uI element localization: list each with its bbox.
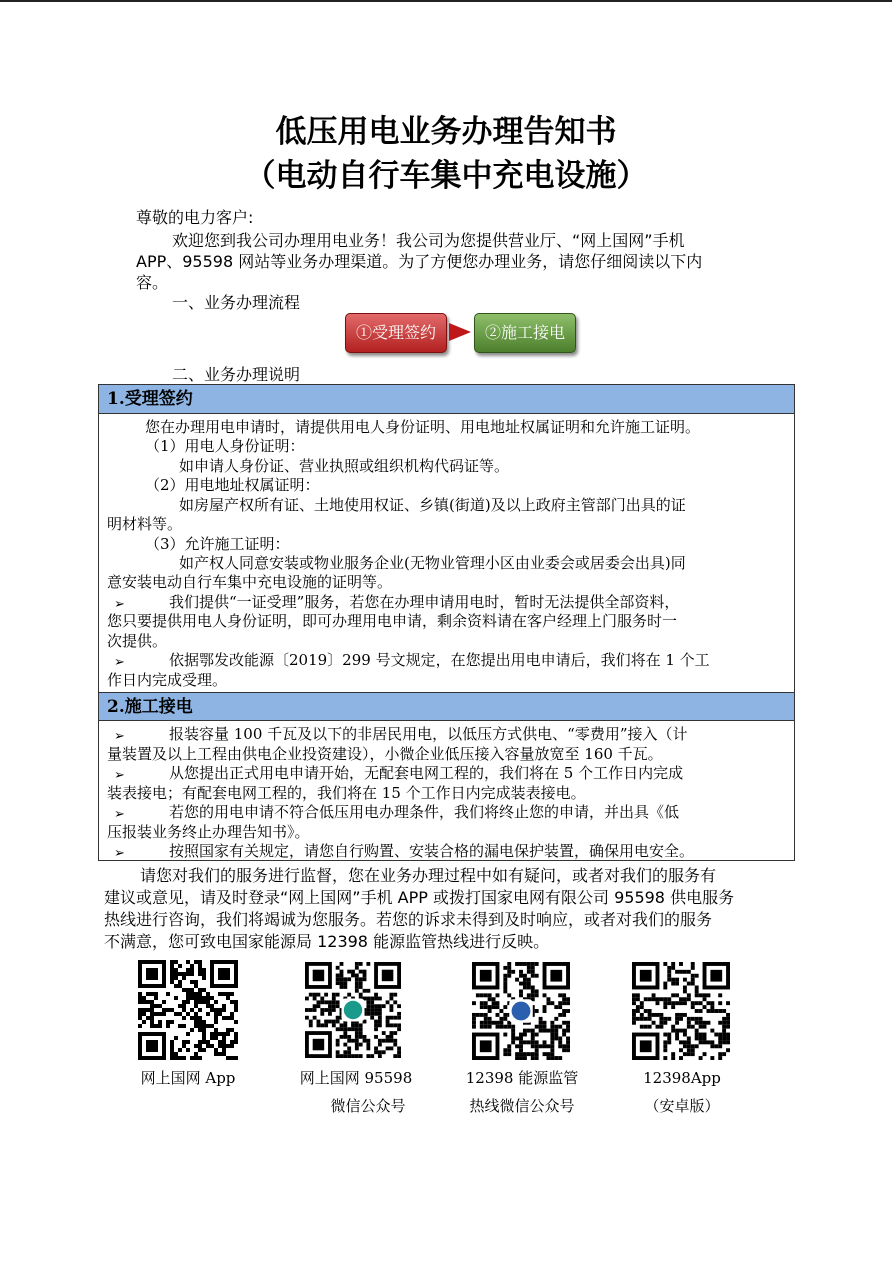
page-subtitle: （电动自行车集中充电设施） — [244, 158, 648, 194]
bullet-arrow-icon: ➢ — [114, 807, 125, 822]
qr-caption: 12398 能源监管 — [465, 1069, 579, 1087]
table-line: 作日内完成受理。 — [107, 671, 228, 689]
qr-caption: 网上国网 App — [140, 1069, 236, 1087]
qr-caption: 12398App — [643, 1069, 721, 1087]
table-line: 若您的用电申请不符合低压用电办理条件，我们将终止您的申请，并出具《低 — [169, 803, 680, 821]
table-line: 意安装电动自行车集中充电设施的证明等。 — [107, 573, 393, 591]
closing-line-2: 建议或意见，请及时登录“网上国网”手机 APP 或拨打国家电网有限公司 95598 供电服务 — [104, 888, 735, 907]
table-line: 如房屋产权所有证、土地使用权证、乡镇(街道)及以上政府主管部门出具的证 — [179, 496, 686, 514]
qr-caption-sub: 微信公众号 — [330, 1097, 406, 1115]
table-line: 您在办理用电申请时，请提供用电人身份证明、用电地址权属证明和允许施工证明。 — [145, 418, 701, 436]
qr-code-app-icon — [138, 960, 238, 1060]
page-top-border — [0, 0, 892, 2]
closing-line-4: 不满意，您可致电国家能源局 12398 能源监管热线进行反映。 — [104, 932, 550, 951]
table-line: （2）用电地址权属证明： — [145, 476, 320, 494]
qr-caption: 网上国网 95598 — [299, 1069, 413, 1087]
table-header-construct: 2.施工接电 — [99, 692, 794, 721]
table-line: 如产权人同意安装或物业服务企业(无物业管理小区由业委会或居委会出具)同 — [179, 554, 686, 572]
table-line: 压报装业务终止办理告知书》。 — [107, 823, 310, 841]
table-line: 量装置及以上工程由供电企业投资建设），小微企业低压接入容量放宽至 160 千瓦。 — [107, 745, 663, 763]
flow-step-construct: ②施工接电 — [474, 313, 576, 353]
page-title: 低压用电业务办理告知书 — [275, 114, 617, 150]
table-line: 依据鄂发改能源〔2019〕299 号文规定，在您提出用电申请后，我们将在 1 个工 — [169, 651, 710, 669]
qr-code-wechat-12398-icon — [472, 962, 572, 1062]
bullet-arrow-icon: ➢ — [114, 655, 125, 670]
table-line: 次提供。 — [107, 632, 168, 650]
table-line: 装表接电；有配套电网工程的，我们将在 15 个工作日内完成装表接电。 — [107, 784, 586, 802]
table-line: 我们提供“一证受理”服务，若您在办理申请用电时，暂时无法提供全部资料， — [169, 593, 680, 611]
section-heading-process: 一、业务办理流程 — [172, 293, 301, 312]
table-line: 报装容量 100 千瓦及以下的非居民用电，以低压方式供电、“零费用”接入（计 — [169, 725, 688, 743]
closing-line-3: 热线进行咨询，我们将竭诚为您服务。若您的诉求未得到及时响应，或者对我们的服务 — [104, 910, 713, 929]
intro-line-3: 容。 — [136, 273, 169, 292]
flow-step-accept: ①受理签约 — [345, 313, 447, 353]
intro-line-2: APP、95598 网站等业务办理渠道。为了方便您办理业务，请您仔细阅读以下内 — [136, 252, 703, 271]
qr-caption-sub: （安卓版） — [644, 1097, 720, 1115]
qr-code-wechat-95598-icon — [305, 962, 405, 1062]
qr-code-12398-app-icon — [632, 962, 732, 1062]
table-line: 您只要提供用电人身份证明，即可办理用电申请，剩余资料请在客户经理上门服务时一 — [107, 612, 678, 630]
description-table — [98, 384, 795, 861]
table-line: 从您提出正式用电申请开始，无配套电网工程的，我们将在 5 个工作日内完成 — [169, 764, 684, 782]
bullet-arrow-icon: ➢ — [114, 846, 125, 861]
greeting: 尊敬的电力客户: — [136, 208, 254, 227]
table-line: 按照国家有关规定，请您自行购置、安装合格的漏电保护装置，确保用电安全。 — [169, 842, 695, 860]
section-heading-description: 二、业务办理说明 — [172, 365, 301, 384]
closing-line-1: 请您对我们的服务进行监督，您在业务办理过程中如有疑问，或者对我们的服务有 — [140, 866, 717, 885]
table-line: （3）允许施工证明： — [145, 535, 290, 553]
table-line: （1）用电人身份证明： — [145, 437, 305, 455]
bullet-arrow-icon: ➢ — [114, 597, 125, 612]
flow-arrow-icon — [449, 323, 471, 341]
bullet-arrow-icon: ➢ — [114, 729, 125, 744]
intro-line-1: 欢迎您到我公司办理用电业务！我公司为您提供营业厅、“网上国网”手机 — [172, 231, 685, 250]
qr-caption-sub: 热线微信公众号 — [469, 1097, 575, 1115]
table-line: 如申请人身份证、营业执照或组织机构代码证等。 — [179, 457, 510, 475]
table-header-accept: 1.受理签约 — [99, 385, 794, 414]
table-line: 明材料等。 — [107, 515, 183, 533]
bullet-arrow-icon: ➢ — [114, 768, 125, 783]
